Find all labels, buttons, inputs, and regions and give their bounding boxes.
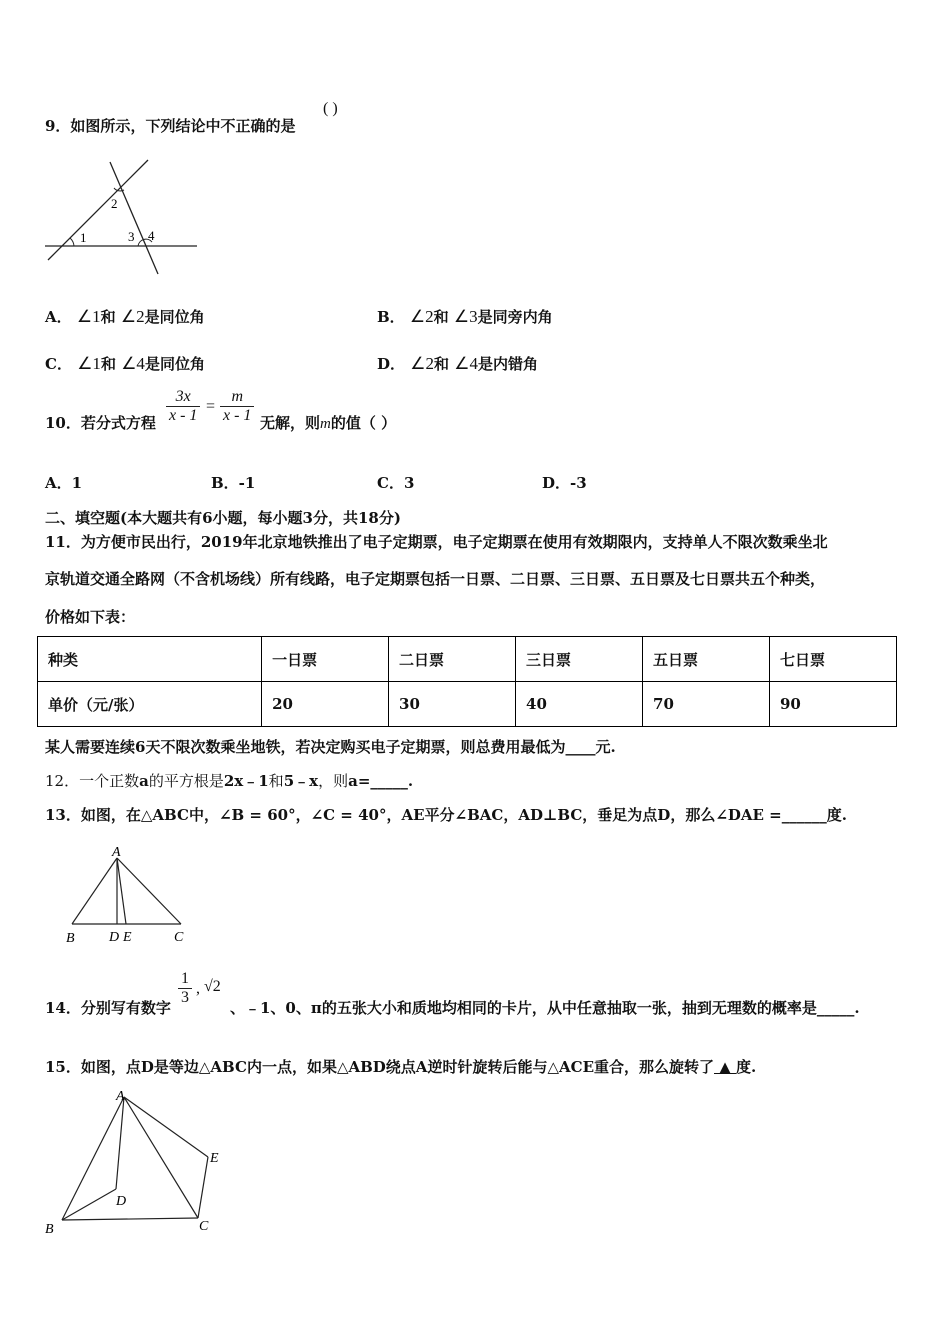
q14-rest: 、﹣1、0、π的五张大小和质地均相同的卡片，从中任意抽取一张，抽到无理数的概率是_____. (230, 999, 860, 1017)
table-row (38, 637, 897, 682)
q13-figure (60, 840, 200, 950)
q15-side-bc (62, 1218, 198, 1220)
q10-option-d: D．-3 (542, 474, 587, 492)
q13-label-a: A (112, 845, 121, 860)
angle-symbol: ∠1 (77, 354, 101, 373)
angle-symbol: ∠4 (121, 354, 145, 373)
table-cell: 种类 (38, 637, 262, 682)
q15-label-e: E (210, 1151, 219, 1166)
q15-label-a: A (116, 1089, 125, 1104)
q11-price-table (37, 636, 897, 727)
table-cell: 一日票 (262, 637, 389, 682)
q15-segment-ce (198, 1157, 208, 1218)
table-cell: 二日票 (389, 637, 516, 682)
angle-symbol: ∠2 (120, 307, 145, 326)
q14-sqrt: √2 (204, 978, 221, 995)
table-cell: 20 (262, 682, 389, 727)
table-cell: 单价（元/张） (38, 682, 262, 727)
angle-symbol: ∠3 (453, 307, 478, 326)
q9-option-b: B． ∠2和 ∠3是同旁内角 (377, 307, 553, 326)
q11-line-3: 价格如下表： (45, 608, 136, 626)
q9-label-1: 1 (80, 230, 87, 245)
q9-arc-1 (70, 238, 74, 246)
q10-option-a: A．1 (45, 474, 83, 492)
q15-label-b: B (45, 1222, 54, 1237)
q15-text: 15．如图，点D是等边△ABC内一点，如果△ABD绕点A逆时针旋转后能与△ACE重合，那么旋转了 ▲ 度. (45, 1058, 757, 1076)
q10-option-c: C．3 (377, 474, 415, 492)
q10-equals: = (206, 398, 216, 415)
q13-label-b: B (66, 931, 75, 946)
table-cell: 七日票 (770, 637, 897, 682)
q9-option-a: A． ∠1和 ∠2是同位角 (45, 307, 205, 326)
q9-answer-paren: ( ) (323, 100, 338, 117)
q14-comma: , (196, 980, 200, 997)
angle-symbol: ∠4 (454, 354, 478, 373)
angle-symbol: ∠1 (76, 307, 101, 326)
q9-figure (40, 150, 210, 280)
q13-label-e: E (123, 930, 132, 945)
q9-label-2: 2 (111, 196, 118, 211)
q10-prefix: 10．若分式方程 (45, 414, 156, 432)
q14-prefix: 14．分别写有数字 (45, 999, 171, 1017)
table-cell: 90 (770, 682, 897, 727)
table-row (38, 682, 897, 727)
q9-transversal-1 (48, 160, 148, 260)
q13-label-d: D (109, 930, 120, 945)
q10-rhs-fraction: $\frac{m}{x - 1}$ (220, 388, 254, 425)
angle-symbol: ∠2 (410, 354, 434, 373)
q13-side-ab (72, 858, 117, 924)
q9-transversal-2 (110, 162, 158, 274)
q15-figure (40, 1085, 240, 1240)
table-cell: 三日票 (516, 637, 643, 682)
angle-symbol: ∠2 (409, 307, 434, 326)
q9-option-c: C． ∠1和 ∠4是同位角 (45, 354, 205, 373)
q11-question: 某人需要连续6天不限次数乘坐地铁，若决定购买电子定期票，则总费用最低为____元. (45, 738, 616, 756)
q13-bisector-ae (117, 858, 126, 924)
q11-line-2: 京轨道交通全路网（不含机场线）所有线路，电子定期票包括一日票、二日票、三日票、五日票及七日票共五个种类， (45, 570, 826, 588)
q10-option-b: B．-1 (211, 474, 256, 492)
q13-text: 13．如图，在△ABC中，∠B = 60°，∠C = 40°，AE平分∠BAC，AD⊥BC，垂足为点D，那么∠DAE =______度. (45, 806, 847, 824)
q10-suffix: 无解，则m的值（ ） (260, 414, 397, 432)
q15-blank: ▲ (714, 1058, 736, 1076)
section-2-heading: 二、填空题(本大题共有6小题，每小题3分，共18分) (45, 509, 401, 527)
q11-line-1: 11．为方便市民出行，2019年北京地铁推出了电子定期票，电子定期票在使用有效期限内，支持单人不限次数乘坐北 (45, 533, 828, 551)
q12-text: 12．一个正数a的平方根是2x﹣1和5﹣x，则a=_____. (45, 772, 414, 790)
q13-side-ac (117, 858, 181, 924)
q9-stem: 9．如图所示，下列结论中不正确的是 (45, 117, 296, 135)
q9-option-d: D． ∠2和 ∠4是内错角 (377, 354, 539, 373)
q15-label-c: C (199, 1219, 209, 1234)
q14-fraction: $\frac{1}{3}$ (178, 970, 192, 1007)
table-cell: 五日票 (643, 637, 770, 682)
q15-segment-ae (124, 1097, 208, 1157)
table-cell: 40 (516, 682, 643, 727)
q15-side-ac (124, 1097, 198, 1218)
q9-label-4: 4 (148, 228, 155, 243)
q9-label-3: 3 (128, 229, 135, 244)
table-cell: 70 (643, 682, 770, 727)
table-cell: 30 (389, 682, 516, 727)
q15-label-d: D (116, 1194, 127, 1209)
q10-lhs-fraction: $\frac{3x}{x - 1}$ (166, 388, 200, 425)
q13-label-c: C (174, 930, 184, 945)
